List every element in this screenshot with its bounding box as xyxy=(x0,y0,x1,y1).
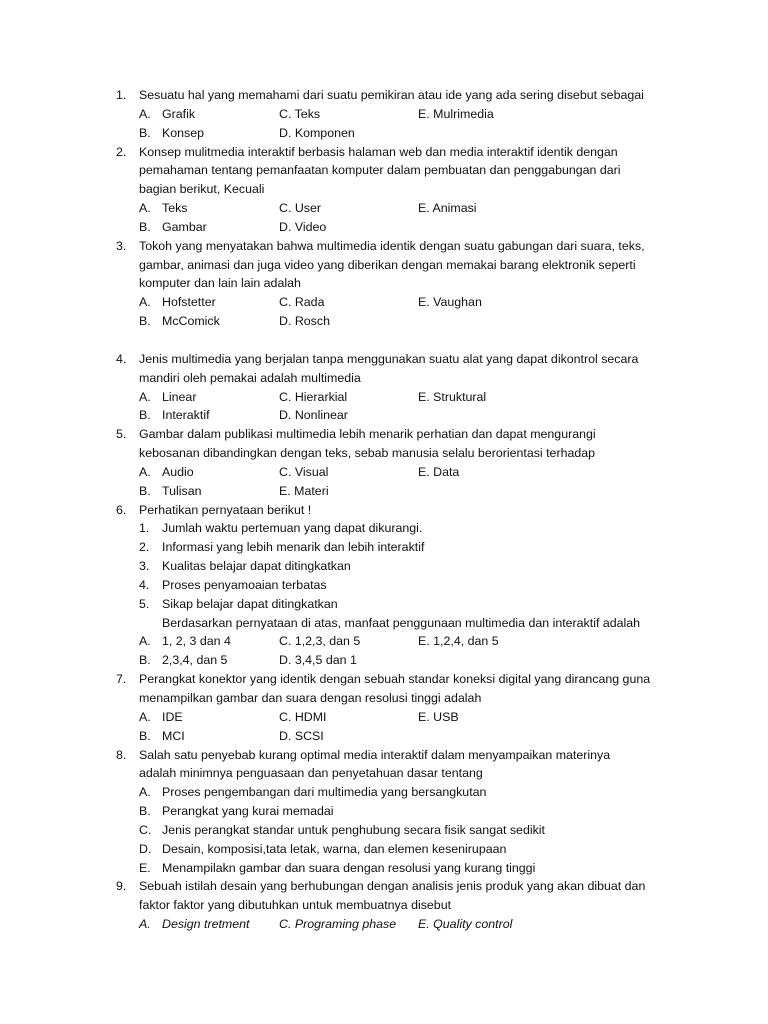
option-letter: A. xyxy=(139,634,151,649)
option-text: Design tretment xyxy=(162,917,250,932)
option-letter: A. xyxy=(139,709,151,724)
option-letter: A. xyxy=(139,917,151,932)
options-row xyxy=(0,406,768,425)
options-row xyxy=(0,312,768,331)
option-text: D. Nonlinear xyxy=(279,408,348,423)
question-2-line xyxy=(0,143,768,162)
answer-option xyxy=(0,859,768,878)
option-text: E. USB xyxy=(418,709,459,724)
question-4 xyxy=(0,350,768,425)
statement-item xyxy=(0,538,768,557)
option-text: C. Visual xyxy=(279,464,329,479)
question-stem: gambar, animasi dan juga video yang diberikan dengan memakai barang elektronik seperti xyxy=(139,257,636,272)
option-letter: B. xyxy=(139,483,151,498)
option-text: Gambar xyxy=(162,219,207,234)
answer-option xyxy=(279,199,321,218)
question-2-line xyxy=(0,180,768,199)
question-1-line xyxy=(0,86,768,105)
question-stem: pemahaman tentang pemanfaatan komputer dalam pembuatan dan penggabungan dari xyxy=(139,163,621,178)
question-stem: Sesuatu hal yang memahami dari suatu pemikiran atau ide yang ada sering disebut sebagai xyxy=(139,88,644,102)
statement-text: Kualitas belajar dapat ditingkatkan xyxy=(162,559,351,574)
options-row xyxy=(0,293,768,312)
question-stem: Perhatikan pernyataan berikut ! xyxy=(139,502,312,517)
question-stem: Tokoh yang menyatakan bahwa multimedia identik dengan suatu gabungan dari suara, teks, xyxy=(139,238,645,253)
question-6-line xyxy=(0,501,768,520)
option-text: D. Komponen xyxy=(279,125,355,140)
option-letter: A. xyxy=(139,295,151,310)
question-number: 6. xyxy=(116,502,127,517)
statement-number: 5. xyxy=(139,596,150,611)
option-text: C. Hierarkial xyxy=(279,389,348,404)
option-text: Teks xyxy=(162,201,188,216)
question-5-line xyxy=(0,425,768,444)
answer-option xyxy=(279,124,355,143)
answer-option xyxy=(0,840,768,859)
statement-text: Informasi yang lebih menarik dan lebih interaktif xyxy=(162,540,425,555)
option-text: Proses pengembangan dari multimedia yang bersangkutan xyxy=(162,785,487,800)
option-letter: B. xyxy=(139,408,151,423)
answer-option xyxy=(279,727,324,746)
option-text: IDE xyxy=(162,709,183,724)
question-number: 4. xyxy=(116,351,127,366)
answer-option xyxy=(279,388,347,407)
option-letter: E. xyxy=(139,860,151,875)
statement-text: Sikap belajar dapat ditingkatkan xyxy=(162,596,338,611)
option-text: C. Rada xyxy=(279,295,325,310)
question-8-line xyxy=(0,746,768,765)
option-text: E. Data xyxy=(418,464,460,479)
option-letter: B. xyxy=(139,804,151,819)
option-text: E. Quality control xyxy=(418,917,513,932)
question-4-line xyxy=(0,350,768,369)
question-3-line xyxy=(0,256,768,275)
option-text: Jenis perangkat standar untuk penghubung secara fisik sangat sedikit xyxy=(162,822,545,837)
statement-item xyxy=(0,576,768,595)
statement-item xyxy=(0,519,768,538)
statement-number: 3. xyxy=(139,559,150,574)
question-8-line xyxy=(0,764,768,783)
question-stem: Berdasarkan pernyataan di atas, manfaat penggunaan multimedia dan interaktif adalah xyxy=(162,615,641,630)
statement-item xyxy=(0,595,768,614)
statement-text: Proses penyamoaian terbatas xyxy=(162,577,327,592)
options-row xyxy=(0,105,768,124)
answer-option xyxy=(279,218,326,237)
question-stem: mandiri oleh pemakai adalah multimedia xyxy=(139,370,361,385)
options-row xyxy=(0,463,768,482)
answer-option xyxy=(279,463,328,482)
option-text: Interaktif xyxy=(162,408,210,423)
statement-number: 1. xyxy=(139,521,150,536)
option-letter: A. xyxy=(139,785,151,800)
answer-option xyxy=(418,463,459,482)
option-text: Linear xyxy=(162,389,197,404)
question-9-line xyxy=(0,896,768,915)
option-text: Tulisan xyxy=(162,483,202,498)
question-list xyxy=(0,86,768,934)
question-number: 3. xyxy=(116,238,127,253)
options-row xyxy=(0,632,768,651)
option-text: D. SCSI xyxy=(279,728,324,743)
option-letter: B. xyxy=(139,219,151,234)
answer-option xyxy=(418,293,482,312)
option-letter: A. xyxy=(139,389,151,404)
option-text: Audio xyxy=(162,464,194,479)
option-letter: A. xyxy=(139,201,151,216)
option-text: C. Teks xyxy=(279,106,321,121)
option-text: Menampilakn gambar dan suara dengan resolusi yang kurang tinggi xyxy=(162,860,536,875)
question-3-line xyxy=(0,237,768,256)
answer-option xyxy=(279,482,329,501)
question-number: 1. xyxy=(116,88,127,102)
option-text: D. Video xyxy=(279,219,327,234)
question-5-line xyxy=(0,444,768,463)
answer-option xyxy=(279,651,357,670)
question-8 xyxy=(0,746,768,878)
option-text: Grafik xyxy=(162,106,196,121)
statement-text: Jumlah waktu pertemuan yang dapat dikurangi. xyxy=(162,521,423,536)
option-text: E. 1,2,4, dan 5 xyxy=(418,634,499,649)
option-text: D. Rosch xyxy=(279,314,330,329)
option-letter: B. xyxy=(139,125,151,140)
option-letter: B. xyxy=(139,653,151,668)
question-4-line xyxy=(0,369,768,388)
answer-option xyxy=(0,821,768,840)
option-text: E. Materi xyxy=(279,483,329,498)
spacer xyxy=(0,331,768,350)
option-letter: B. xyxy=(139,314,151,329)
option-text: Desain, komposisi,tata letak, warna, dan elemen kesenirupaan xyxy=(162,841,507,856)
answer-option xyxy=(418,388,486,407)
question-stem: menampilkan gambar dan suara dengan resolusi tinggi adalah xyxy=(139,691,482,705)
question-stem: Sebuah istilah desain yang berhubungan dengan analisis jenis produk yang akan dibuat dan xyxy=(139,879,646,894)
option-letter: D. xyxy=(139,841,152,856)
options-row xyxy=(0,727,768,746)
option-text: McComick xyxy=(162,314,220,329)
question-5 xyxy=(0,425,768,500)
options-row xyxy=(0,218,768,237)
option-letter: C. xyxy=(139,822,152,837)
question-7-line xyxy=(0,689,768,708)
answer-option xyxy=(418,105,494,124)
answer-option xyxy=(418,199,477,218)
option-letter: A. xyxy=(139,106,151,121)
option-text: E. Animasi xyxy=(418,201,477,216)
option-text: C. User xyxy=(279,201,321,216)
question-9 xyxy=(0,877,768,934)
question-stem: adalah minimnya penguasaan dan penyetahuan dasar tentang xyxy=(139,766,483,781)
question-stem: Jenis multimedia yang berjalan tanpa menggunakan suatu alat yang dapat dikontrol secara xyxy=(139,351,639,366)
statement-item xyxy=(0,557,768,576)
option-text: C. HDMI xyxy=(279,709,327,724)
question-2 xyxy=(0,143,768,237)
question-2-line xyxy=(0,161,768,180)
option-text: E. Vaughan xyxy=(418,295,482,310)
option-text: E. Struktural xyxy=(418,389,487,404)
question-stem: Salah satu penyebab kurang optimal media interaktif dalam menyampaikan materinya xyxy=(139,747,611,762)
question-stem: Perangkat konektor yang identik dengan sebuah standar koneksi digital yang dirancang guna xyxy=(139,672,651,687)
option-letter: B. xyxy=(139,728,151,743)
question-stem: kebosanan dibandingkan dengan teks, sebab manusia selalu berorientasi terhadap xyxy=(139,446,596,461)
answer-option xyxy=(0,802,768,821)
answer-option xyxy=(279,105,320,124)
option-text: E. Mulrimedia xyxy=(418,106,494,121)
question-stem: komputer dan lain lain adalah xyxy=(139,276,301,291)
options-row xyxy=(0,124,768,143)
answer-option xyxy=(279,632,360,651)
options-row xyxy=(0,199,768,218)
answer-option xyxy=(279,708,327,727)
option-text: C. 1,2,3, dan 5 xyxy=(279,634,361,649)
option-text: C. Programing phase xyxy=(279,917,397,932)
answer-option xyxy=(279,312,330,331)
question-stem: Gambar dalam publikasi multimedia lebih menarik perhatian dan dapat mengurangi xyxy=(139,427,596,442)
question-stem: faktor faktor yang dibutuhkan untuk membuatnya disebut xyxy=(139,898,452,913)
question-3-line xyxy=(0,274,768,293)
options-row xyxy=(0,388,768,407)
options-row xyxy=(0,651,768,670)
options-row xyxy=(0,482,768,501)
answer-option xyxy=(0,783,768,802)
option-text: D. 3,4,5 dan 1 xyxy=(279,653,357,668)
question-number: 5. xyxy=(116,427,127,442)
question-3 xyxy=(0,237,768,350)
question-stem: Konsep mulitmedia interaktif berbasis halaman web dan media interaktif identik dengan xyxy=(139,144,618,159)
question-stem: bagian berikut, Kecuali xyxy=(139,182,265,197)
answer-option xyxy=(418,915,512,934)
option-text: Hofstetter xyxy=(162,295,216,310)
question-1 xyxy=(0,86,768,143)
question-7-line xyxy=(0,670,768,689)
options-row xyxy=(0,915,768,934)
answer-option xyxy=(279,406,348,425)
answer-option xyxy=(279,293,324,312)
question-6 xyxy=(0,501,768,671)
options-row xyxy=(0,708,768,727)
option-text: Perangkat yang kurai memadai xyxy=(162,804,334,819)
answer-option xyxy=(418,708,459,727)
question-number: 9. xyxy=(116,879,127,894)
question-7 xyxy=(0,670,768,745)
question-number: 8. xyxy=(116,747,127,762)
option-text: 1, 2, 3 dan 4 xyxy=(162,634,231,649)
option-text: Konsep xyxy=(162,125,205,140)
question-9-line xyxy=(0,877,768,896)
question-6-conclusion xyxy=(0,614,768,633)
option-text: MCI xyxy=(162,728,185,743)
option-letter: A. xyxy=(139,464,151,479)
statement-number: 2. xyxy=(139,540,150,555)
answer-option xyxy=(279,915,396,934)
statement-number: 4. xyxy=(139,577,150,592)
answer-option xyxy=(418,632,499,651)
option-text: 2,3,4, dan 5 xyxy=(162,653,228,668)
question-number: 2. xyxy=(116,144,127,159)
question-number: 7. xyxy=(116,672,127,687)
